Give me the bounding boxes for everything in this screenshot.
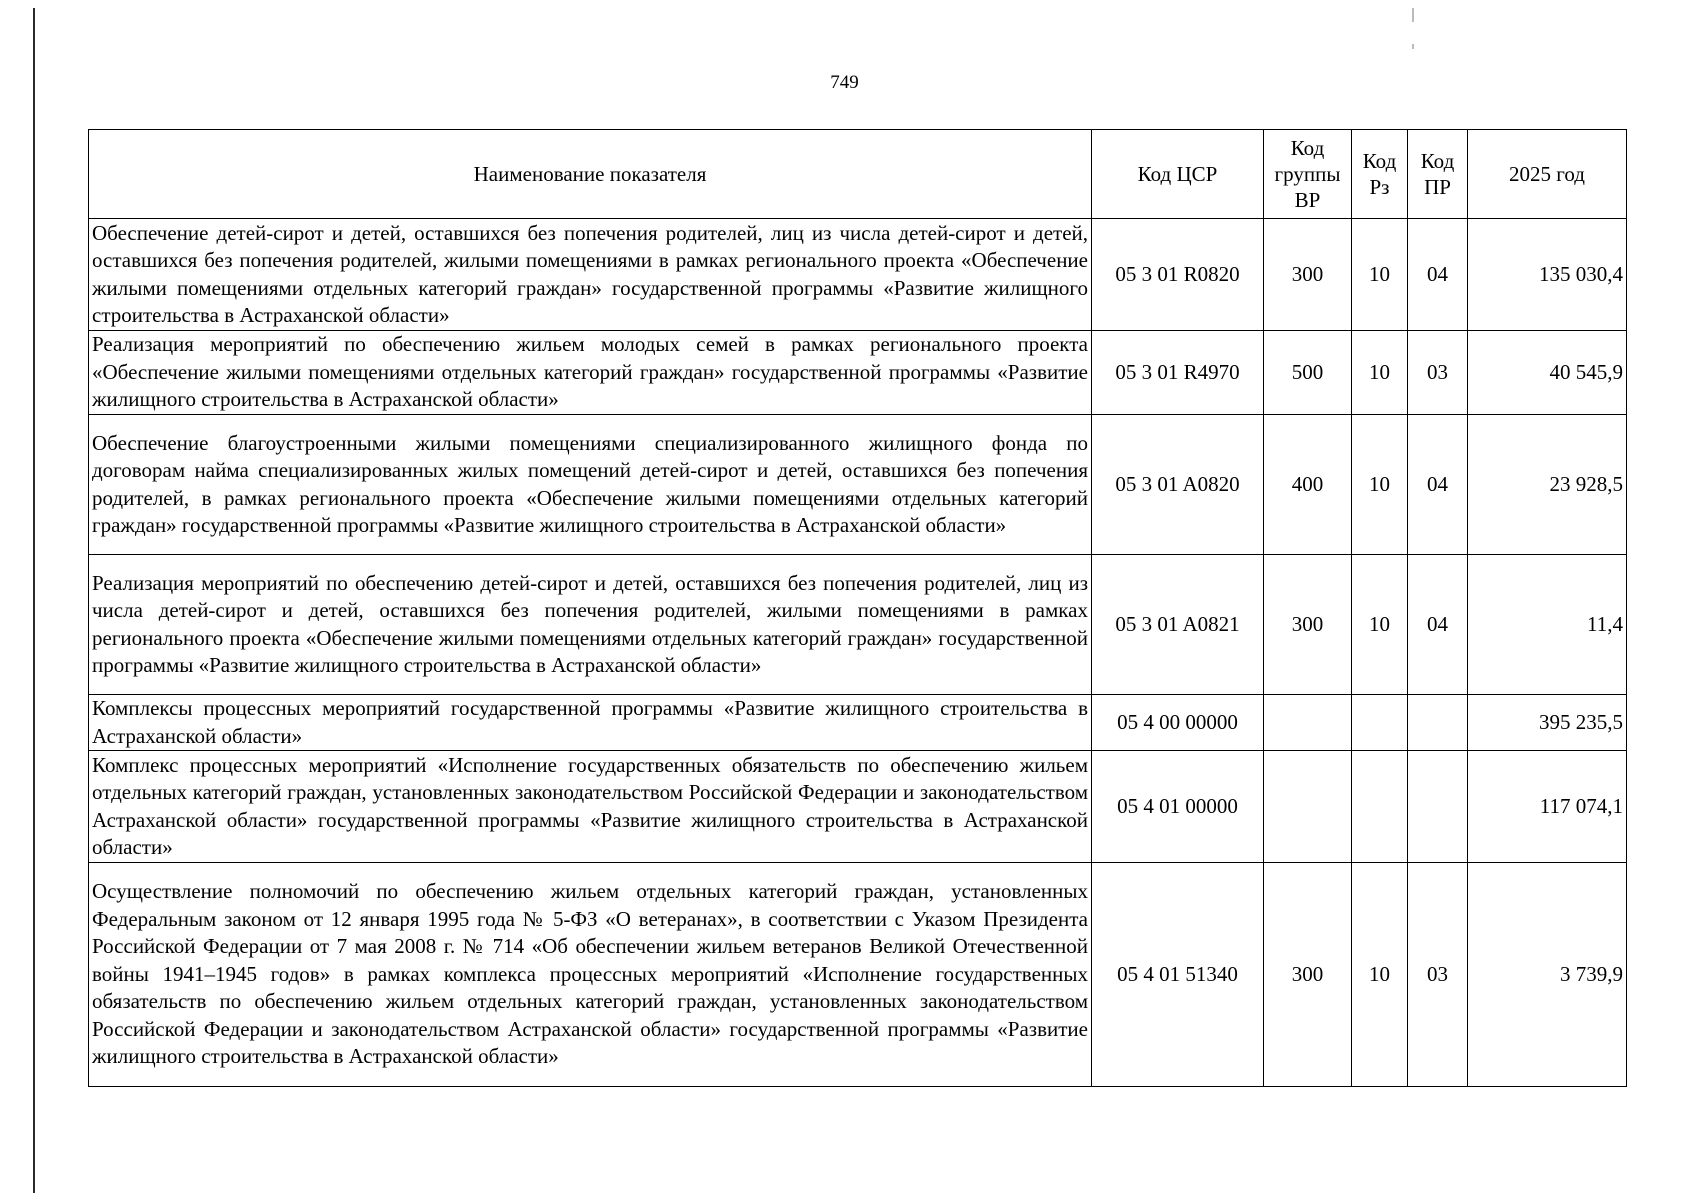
scan-speck [1412, 44, 1414, 49]
header-rz-code: Код Рз [1352, 130, 1408, 219]
row-csr-code: 05 4 00 00000 [1092, 695, 1264, 751]
row-vr-code [1264, 751, 1352, 863]
header-year-2025: 2025 год [1468, 130, 1627, 219]
row-pr-code [1408, 751, 1468, 863]
row-name: Комплексы процессных мероприятий государственной программы «Развитие жилищного строительства в Астраханской области» [89, 695, 1092, 751]
table-row [89, 695, 1627, 751]
row-amount: 23 928,5 [1468, 415, 1627, 555]
row-pr-code [1408, 695, 1468, 751]
row-csr-code: 05 4 01 00000 [1092, 751, 1264, 863]
row-name: Реализация мероприятий по обеспечению жильем молодых семей в рамках регионального проекта «Обеспечение жилыми помещениями отдельных категорий граждан» государственной программы «Развитие жилищного строительства в Астраханской области» [89, 331, 1092, 415]
row-vr-code [1264, 695, 1352, 751]
row-amount: 395 235,5 [1468, 695, 1627, 751]
row-csr-code: 05 3 01 A0821 [1092, 555, 1264, 695]
row-rz-code [1352, 751, 1408, 863]
row-vr-code: 300 [1264, 863, 1352, 1087]
table-row [89, 863, 1627, 1087]
row-rz-code: 10 [1352, 415, 1408, 555]
row-pr-code: 03 [1408, 331, 1468, 415]
row-name: Комплекс процессных мероприятий «Исполнение государственных обязательств по обеспечению жильем отдельных категорий граждан, установленных законодательством Российской Федерации и законодательством Астраханской области» государственной программы «Развитие жилищного строительства в Астраханской области» [89, 751, 1092, 863]
row-csr-code: 05 3 01 A0820 [1092, 415, 1264, 555]
row-pr-code: 04 [1408, 555, 1468, 695]
row-csr-code: 05 3 01 R0820 [1092, 219, 1264, 331]
table-row [89, 331, 1627, 415]
table-row [89, 415, 1627, 555]
row-amount: 3 739,9 [1468, 863, 1627, 1087]
row-name: Обеспечение детей-сирот и детей, оставшихся без попечения родителей, лиц из числа детей-сирот и детей, оставшихся без попечения родителей, жилыми помещениями в рамках регионального проекта «Обеспечение жилыми помещениями отдельных категорий граждан» государственной программы «Развитие жилищного строительства в Астраханской области» [89, 219, 1092, 331]
row-pr-code: 04 [1408, 219, 1468, 331]
header-name: Наименование показателя [89, 130, 1092, 219]
row-vr-code: 500 [1264, 331, 1352, 415]
row-vr-code: 300 [1264, 555, 1352, 695]
budget-table [88, 129, 1627, 1087]
header-csr-code: Код ЦСР [1092, 130, 1264, 219]
row-rz-code: 10 [1352, 331, 1408, 415]
row-rz-code: 10 [1352, 863, 1408, 1087]
table-row [89, 555, 1627, 695]
header-pr-code: Код ПР [1408, 130, 1468, 219]
row-amount: 11,4 [1468, 555, 1627, 695]
page-number: 749 [830, 72, 859, 93]
row-vr-code: 400 [1264, 415, 1352, 555]
row-csr-code: 05 4 01 51340 [1092, 863, 1264, 1087]
table-row [89, 751, 1627, 863]
table-row [89, 219, 1627, 331]
row-rz-code [1352, 695, 1408, 751]
row-vr-code: 300 [1264, 219, 1352, 331]
row-rz-code: 10 [1352, 219, 1408, 331]
row-pr-code: 03 [1408, 863, 1468, 1087]
row-amount: 40 545,9 [1468, 331, 1627, 415]
row-amount: 117 074,1 [1468, 751, 1627, 863]
row-name: Осуществление полномочий по обеспечению жильем отдельных категорий граждан, установленных Федеральным законом от 12 января 1995 года № 5-ФЗ «О ветеранах», в соответствии с Указом Президента Российской Федерации от 7 мая 2008 г. № 714 «Об обеспечении жильем ветеранов Великой Отечественной войны 1941–1945 годов» в рамках комплекса процессных мероприятий «Исполнение государственных обязательств по обеспечению жильем отдельных категорий граждан, установленных законодательством Российской Федерации и законодательством Астраханской области» государственной программы «Развитие жилищного строительства в Астраханской области» [89, 863, 1092, 1087]
table-header-row [89, 130, 1627, 219]
row-csr-code: 05 3 01 R4970 [1092, 331, 1264, 415]
scan-speck [1412, 8, 1414, 22]
row-rz-code: 10 [1352, 555, 1408, 695]
page-binding-line [33, 8, 35, 1193]
header-vr-group-code: Код группы ВР [1264, 130, 1352, 219]
row-amount: 135 030,4 [1468, 219, 1627, 331]
row-name: Реализация мероприятий по обеспечению детей-сирот и детей, оставшихся без попечения родителей, лиц из числа детей-сирот и детей, оставшихся без попечения родителей, жилыми помещениями в рамках регионального проекта «Обеспечение жилыми помещениями отдельных категорий граждан» государственной программы «Развитие жилищного строительства в Астраханской области» [89, 555, 1092, 695]
row-name: Обеспечение благоустроенными жилыми помещениями специализированного жилищного фонда по договорам найма специализированных жилых помещений детей-сирот и детей, оставшихся без попечения родителей, в рамках регионального проекта «Обеспечение жилыми помещениями отдельных категорий граждан» государственной программы «Развитие жилищного строительства в Астраханской области» [89, 415, 1092, 555]
row-pr-code: 04 [1408, 415, 1468, 555]
